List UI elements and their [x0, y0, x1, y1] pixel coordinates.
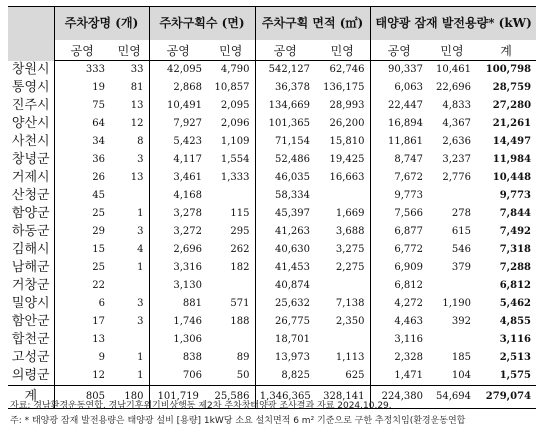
cell-sec-pub: 3,461	[149, 169, 207, 187]
cell-kw-pri	[428, 277, 476, 295]
table-row	[8, 295, 536, 313]
cell-area-pub: 134,669	[255, 97, 315, 115]
cell-lots-pub: 17	[54, 313, 110, 331]
cell-sec-pri: 4,790	[220, 64, 250, 75]
cell-sec-pub: 3,272	[149, 223, 207, 241]
region-header	[8, 7, 54, 61]
cell-kw-total: 21,261	[492, 118, 532, 129]
cell-kw-pri: 278	[451, 208, 472, 219]
area-public-header: 공영	[255, 40, 315, 61]
cell-lots-pub: 36	[54, 151, 110, 169]
cell-sec-pub: 10,491	[149, 97, 207, 115]
cell-area-pub: 71,154	[255, 133, 315, 151]
cell-kw-pub: 6,063	[370, 79, 428, 97]
cell-kw-pub: 6,772	[370, 241, 428, 259]
cell-kw-pri: 546	[451, 244, 472, 255]
cell-sec-pri: 2,096	[220, 118, 250, 129]
region-cell: 창원시	[11, 61, 50, 77]
cell-lots-pri: 12	[130, 118, 144, 129]
table-row	[8, 331, 536, 349]
cell-area-pri: 136,175	[323, 82, 365, 93]
total-sec-pri: 25,586	[207, 386, 255, 409]
cell-lots-pub: 12	[54, 367, 110, 386]
cell-sec-pri: 2,095	[220, 100, 250, 111]
total-area-pub: 1,346,365	[255, 386, 315, 409]
table-row	[8, 313, 536, 331]
cell-area-pub: 101,365	[255, 115, 315, 133]
cell-lots-pri: 13	[130, 100, 144, 111]
cell-sec-pri: 182	[230, 262, 250, 273]
cell-area-pub: 8,825	[255, 367, 315, 386]
cell-sec-pub: 881	[149, 295, 207, 313]
cell-lots-pri	[110, 277, 149, 295]
sections-private-header: 민영	[207, 40, 255, 61]
total-lots-pub: 805	[54, 386, 110, 409]
cell-lots-pri: 1	[137, 352, 144, 363]
cell-lots-pub: 75	[54, 97, 110, 115]
cell-lots-pub: 333	[54, 61, 110, 80]
region-cell: 함양군	[11, 206, 50, 221]
table-row	[8, 223, 536, 241]
cell-lots-pub: 26	[54, 169, 110, 187]
cell-sec-pub: 706	[149, 367, 207, 386]
cell-lots-pri: 3	[137, 316, 144, 327]
cell-sec-pri	[207, 277, 255, 295]
cell-sec-pub: 3,316	[149, 259, 207, 277]
solar-capacity-header: 태양광 잠재 발전용량* (kW)	[370, 7, 536, 41]
region-cell: 의령군	[11, 368, 50, 383]
cell-area-pri: 19,425	[329, 154, 365, 165]
cell-sec-pub: 2,868	[149, 79, 207, 97]
cell-kw-pub: 6,909	[370, 259, 428, 277]
cell-kw-pri: 2,776	[442, 172, 472, 183]
table-row	[8, 367, 536, 386]
region-cell: 함안군	[11, 314, 50, 329]
cell-kw-pub: 9,773	[370, 187, 428, 205]
cell-lots-pri	[110, 187, 149, 205]
cell-kw-pri	[428, 331, 476, 349]
cell-area-pri: 2,350	[335, 316, 365, 327]
region-cell: 창녕군	[11, 152, 50, 167]
cell-sec-pub: 1,746	[149, 313, 207, 331]
parking-area-header: 주차구획 면적 (㎡)	[255, 7, 370, 41]
cell-lots-pub: 25	[54, 259, 110, 277]
cell-kw-pri: 4,367	[442, 118, 472, 129]
cell-area-pri	[315, 277, 370, 295]
region-cell: 사천시	[11, 134, 50, 149]
cell-kw-pri: 10,461	[436, 64, 472, 75]
cell-kw-total: 100,798	[485, 64, 532, 75]
region-cell: 하동군	[11, 224, 50, 239]
cell-kw-pri: 3,237	[442, 154, 472, 165]
cell-area-pri: 15,810	[329, 136, 365, 147]
cell-kw-total: 9,773	[499, 190, 532, 201]
cell-sec-pri: 89	[236, 352, 250, 363]
cell-kw-total: 5,462	[499, 298, 532, 309]
cell-sec-pri: 262	[230, 244, 250, 255]
cell-area-pri: 26,200	[329, 118, 365, 129]
parking-solar-table	[8, 6, 536, 409]
cell-sec-pri: 571	[230, 298, 250, 309]
cell-kw-pub: 6,877	[370, 223, 428, 241]
cell-sec-pri: 1,554	[220, 154, 250, 165]
table-row	[8, 115, 536, 133]
cell-kw-total: 4,855	[499, 316, 532, 327]
cell-area-pri: 7,138	[335, 298, 365, 309]
cell-lots-pub: 45	[54, 187, 110, 205]
cell-sec-pri	[207, 331, 255, 349]
notes	[10, 399, 540, 429]
cell-area-pri: 16,663	[329, 172, 365, 183]
cell-kw-total: 28,759	[492, 82, 532, 93]
region-cell: 통영시	[11, 80, 50, 95]
cell-kw-total: 1,575	[499, 370, 532, 381]
cell-area-pri: 3,688	[335, 226, 365, 237]
cell-kw-pub: 11,861	[370, 133, 428, 151]
area-private-header: 민영	[315, 40, 370, 61]
region-cell: 양산시	[11, 116, 50, 131]
cell-sec-pub: 4,117	[149, 151, 207, 169]
cell-area-pub: 36,378	[255, 79, 315, 97]
cell-kw-pri: 615	[451, 226, 472, 237]
cell-lots-pri	[110, 331, 149, 349]
cell-lots-pub: 19	[54, 79, 110, 97]
cell-lots-pub: 13	[54, 331, 110, 349]
parking-lots-header: 주차장명 (개)	[54, 7, 149, 41]
region-cell: 고성군	[11, 350, 50, 365]
cell-area-pri	[315, 331, 370, 349]
cell-sec-pub: 2,696	[149, 241, 207, 259]
cell-lots-pri: 3	[137, 226, 144, 237]
cell-area-pub: 40,874	[255, 277, 315, 295]
cell-kw-pub: 7,672	[370, 169, 428, 187]
cell-lots-pri: 1	[137, 370, 144, 381]
cell-kw-pri: 2,636	[442, 136, 472, 147]
lots-public-header: 공영	[54, 40, 110, 61]
region-cell: 밀양시	[11, 296, 50, 311]
cell-lots-pub: 22	[54, 277, 110, 295]
region-cell: 합천군	[11, 332, 50, 347]
cell-kw-pri: 4,833	[442, 100, 472, 111]
cell-kw-pub: 90,337	[370, 61, 428, 80]
table-row	[8, 205, 536, 223]
cell-lots-pub: 15	[54, 241, 110, 259]
cell-area-pri: 625	[345, 370, 365, 381]
cell-area-pri: 62,746	[329, 64, 365, 75]
parking-sections-header: 주차구획수 (면)	[149, 7, 255, 41]
cell-lots-pub: 34	[54, 133, 110, 151]
cell-lots-pri: 1	[137, 262, 144, 273]
cell-lots-pri: 1	[137, 208, 144, 219]
cell-kw-pub: 4,463	[370, 313, 428, 331]
cell-area-pub: 41,453	[255, 259, 315, 277]
cell-kw-total: 10,448	[492, 172, 532, 183]
cell-lots-pub: 25	[54, 205, 110, 223]
region-cell: 남해군	[11, 260, 50, 275]
total-kw-pub: 224,380	[370, 386, 428, 409]
cell-kw-total: 27,280	[492, 100, 532, 111]
cell-kw-total: 7,288	[499, 262, 532, 273]
cell-sec-pri: 115	[230, 208, 250, 219]
cell-area-pri: 1,669	[335, 208, 365, 219]
total-label: 계	[8, 386, 54, 409]
table-row	[8, 277, 536, 295]
cell-lots-pub: 64	[54, 115, 110, 133]
cell-kw-pub: 16,894	[370, 115, 428, 133]
cell-lots-pub: 29	[54, 223, 110, 241]
cell-area-pub: 542,127	[255, 61, 315, 80]
cell-area-pri: 28,993	[329, 100, 365, 111]
cell-lots-pri: 13	[130, 172, 144, 183]
cell-kw-total: 7,492	[499, 226, 532, 237]
cell-kw-total: 6,812	[499, 280, 532, 291]
cell-kw-pub: 6,812	[370, 277, 428, 295]
cell-kw-pri: 22,696	[436, 82, 472, 93]
cell-lots-pri: 8	[137, 136, 144, 147]
cell-lots-pri: 3	[137, 154, 144, 165]
cell-area-pri: 3,275	[335, 244, 365, 255]
table-row	[8, 349, 536, 367]
total-area-pri: 328,141	[315, 386, 370, 409]
table-row	[8, 187, 536, 205]
cell-area-pri: 2,275	[335, 262, 365, 273]
table-row	[8, 79, 536, 97]
cell-kw-pri: 392	[451, 316, 472, 327]
cell-area-pub: 46,035	[255, 169, 315, 187]
region-cell: 거창군	[11, 278, 50, 293]
cell-kw-pub: 7,566	[370, 205, 428, 223]
cell-sec-pub: 4,168	[149, 187, 207, 205]
total-kw-pri: 54,694	[428, 386, 476, 409]
cell-kw-total: 14,497	[492, 136, 532, 147]
cell-kw-pub: 1,471	[370, 367, 428, 386]
cell-area-pub: 41,263	[255, 223, 315, 241]
cell-kw-pub: 3,116	[370, 331, 428, 349]
cell-area-pub: 25,632	[255, 295, 315, 313]
cell-area-pub: 26,775	[255, 313, 315, 331]
cell-sec-pub: 3,130	[149, 277, 207, 295]
cell-sec-pub: 5,423	[149, 133, 207, 151]
cell-kw-total: 7,844	[499, 208, 532, 219]
cell-area-pub: 18,701	[255, 331, 315, 349]
cell-area-pub: 58,334	[255, 187, 315, 205]
cell-sec-pri: 295	[230, 226, 250, 237]
cell-kw-pub: 8,747	[370, 151, 428, 169]
cell-sec-pub: 7,927	[149, 115, 207, 133]
table-row	[8, 97, 536, 115]
cell-sec-pri: 10,857	[214, 82, 250, 93]
cell-lots-pri: 4	[137, 244, 144, 255]
region-cell: 거제시	[11, 170, 50, 185]
cell-lots-pub: 6	[54, 295, 110, 313]
cell-lots-pri: 33	[130, 64, 144, 75]
cell-sec-pub: 3,278	[149, 205, 207, 223]
cell-lots-pri: 81	[130, 82, 144, 93]
cell-area-pri: 1,113	[335, 352, 365, 363]
region-cell: 산청군	[11, 188, 50, 203]
sections-public-header: 공영	[149, 40, 207, 61]
cell-kw-pri: 1,190	[442, 298, 472, 309]
cell-sec-pub: 1,306	[149, 331, 207, 349]
region-cell: 김해시	[11, 242, 50, 257]
cell-area-pub: 45,397	[255, 205, 315, 223]
region-cell: 진주시	[11, 98, 50, 113]
table-body	[8, 61, 536, 409]
total-lots-pri: 180	[110, 386, 149, 409]
cell-sec-pri: 50	[236, 370, 250, 381]
cell-kw-pub: 2,328	[370, 349, 428, 367]
total-sec-pub: 101,719	[149, 386, 207, 409]
cell-sec-pri: 1,109	[220, 136, 250, 147]
cell-area-pri	[315, 187, 370, 205]
kw-total-header: 계	[476, 40, 536, 61]
source-note: 자료: 경남환경운동연합, 경남기후위기비상행동 제2차 주차창태양광 조사결과 자료 2024.10.29.	[10, 401, 392, 411]
total-kw-total: 279,074	[476, 386, 536, 409]
cell-kw-pub: 22,447	[370, 97, 428, 115]
footnote: 주: * 태양광 잠재 발전용량은 태양광 설비 [용량] 1kW당 소요 설치면적 6 m² 기준으로 구한 추정치임(환경운동연합	[10, 416, 466, 426]
cell-kw-total: 7,318	[499, 244, 532, 255]
cell-kw-pri: 104	[451, 370, 472, 381]
cell-sec-pri	[207, 187, 255, 205]
cell-area-pub: 40,630	[255, 241, 315, 259]
cell-lots-pub: 9	[54, 349, 110, 367]
kw-public-header: 공영	[370, 40, 428, 61]
cell-area-pub: 52,486	[255, 151, 315, 169]
cell-kw-total: 2,513	[499, 352, 532, 363]
cell-sec-pub: 838	[149, 349, 207, 367]
cell-kw-pri: 185	[451, 352, 472, 363]
cell-kw-pri	[428, 187, 476, 205]
table-row	[8, 151, 536, 169]
table-row	[8, 133, 536, 151]
lots-private-header: 민영	[110, 40, 149, 61]
cell-sec-pri: 1,333	[220, 172, 250, 183]
table-row	[8, 241, 536, 259]
cell-kw-total: 3,116	[499, 334, 532, 345]
cell-sec-pub: 42,095	[149, 61, 207, 80]
kw-private-header: 민영	[428, 40, 476, 61]
table-row	[8, 61, 536, 80]
cell-area-pub: 13,973	[255, 349, 315, 367]
table-row	[8, 169, 536, 187]
table-row	[8, 259, 536, 277]
cell-sec-pri: 188	[230, 316, 250, 327]
cell-kw-pri: 379	[451, 262, 472, 273]
cell-kw-pub: 4,272	[370, 295, 428, 313]
cell-kw-total: 11,984	[492, 154, 532, 165]
cell-lots-pri: 3	[137, 298, 144, 309]
